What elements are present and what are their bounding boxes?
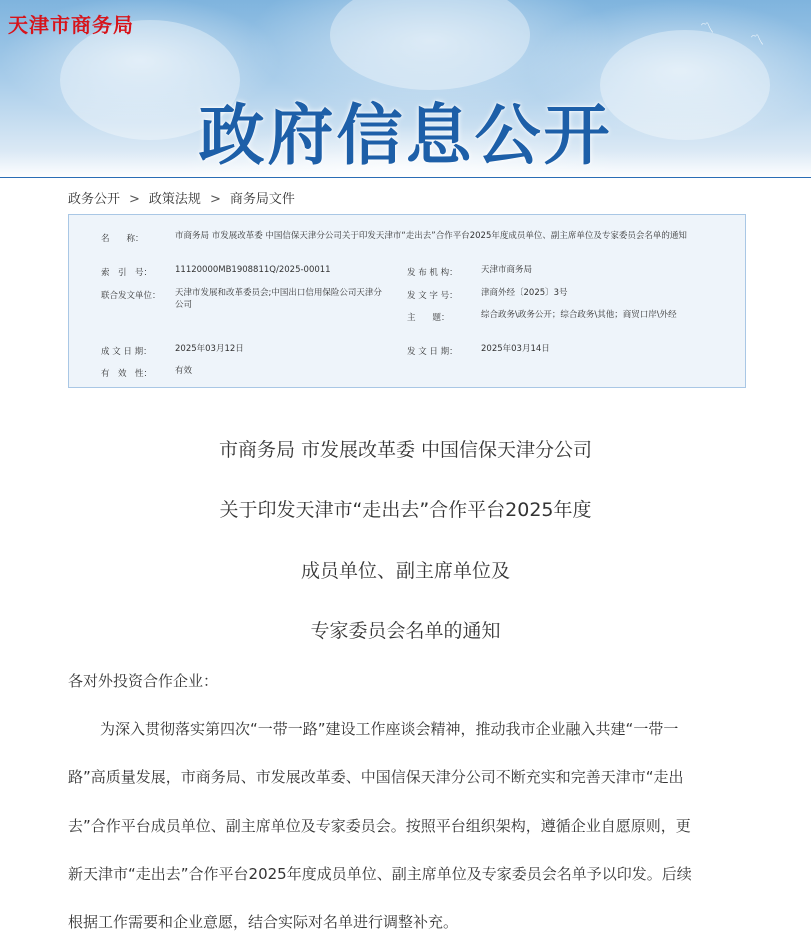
meta-docno-value: 津商外经〔2025〕3号 — [481, 288, 568, 298]
site-logo-text[interactable]: 天津市商务局 — [8, 13, 134, 37]
document-title-line: 成员单位、副主席单位及 — [300, 560, 510, 582]
banner-divider — [0, 177, 811, 178]
meta-joint-label: 联合发文单位： — [101, 291, 161, 301]
meta-published-label: 发 文 日 期： — [407, 347, 458, 357]
meta-validity-label: 有 效 性： — [101, 369, 153, 379]
meta-published-value: 2025年03月14日 — [481, 344, 550, 354]
body-line: 路”高质量发展，市商务局、市发展改革委、中国信保天津分公司不断充实和完善天津市“走出 — [68, 768, 684, 786]
body-line: 新天津市“走出去”合作平台2025年度成员单位、副主席单位及专家委员会名单予以印发。后续 — [68, 865, 692, 883]
meta-written-value: 2025年03月12日 — [175, 344, 244, 354]
chevron-right-icon: > — [129, 192, 140, 207]
breadcrumb-item-bureau-docs[interactable]: 商务局文件 — [229, 192, 295, 207]
chevron-right-icon: > — [209, 192, 221, 207]
breadcrumb — [68, 188, 295, 207]
meta-issuer-value: 天津市商务局 — [481, 265, 533, 275]
document-title-line: 市商务局 市发展改革委 中国信保天津分公司 — [218, 439, 593, 461]
breadcrumb-item-gov-affairs[interactable]: 政务公开 — [68, 192, 121, 207]
meta-index-label: 索 引 号： — [101, 268, 153, 278]
body-line: 去”合作平台成员单位、副主席单位及专家委员会。按照平台组织架构，遵循企业自愿原则，更 — [68, 817, 691, 835]
document-title-line: 关于印发天津市“走出去”合作平台2025年度 — [219, 499, 592, 521]
body-line: 根据工作需要和企业意愿，结合实际对名单进行调整补充。 — [68, 913, 459, 931]
meta-name-value: 市商务局 市发展改革委 中国信保天津分公司关于印发天津市“走出去”合作平台2025年度成员单位、副主席单位及专家委员会名单的通知 — [175, 231, 687, 241]
meta-index-value: 11120000MB1908811Q/2025-00011 — [175, 265, 331, 275]
meta-name-label: 名 称： — [101, 234, 144, 244]
breadcrumb-item-policies[interactable]: 政策法规 — [148, 192, 201, 207]
meta-joint-value: 天津市发展和改革委员会;中国出口信用保险公司天津分公司 — [175, 288, 382, 310]
meta-subject-label: 主 题： — [407, 313, 450, 323]
body-line: 为深入贯彻落实第四次“一带一路”建设工作座谈会精神，推动我市企业融入共建“一带一 — [100, 720, 679, 738]
bird-icon: 〽 — [700, 21, 714, 37]
meta-subject-value: 综合政务\政务公开；综合政务\其他；商贸口岸\外经 — [481, 310, 677, 320]
banner-decoration — [330, 0, 530, 90]
bird-icon: 〽 — [750, 33, 764, 49]
header-banner — [0, 0, 811, 178]
meta-issuer-label: 发 布 机 构： — [407, 268, 458, 278]
banner-title: 政府信息公开 — [198, 97, 613, 174]
meta-validity-value: 有效 — [175, 366, 193, 376]
document-metadata-table — [68, 214, 746, 388]
meta-written-label: 成 文 日 期： — [101, 347, 152, 357]
document-title-line: 专家委员会名单的通知 — [310, 620, 501, 642]
meta-docno-label: 发 文 字 号： — [407, 291, 458, 301]
salutation: 各对外投资合作企业： — [68, 672, 219, 690]
